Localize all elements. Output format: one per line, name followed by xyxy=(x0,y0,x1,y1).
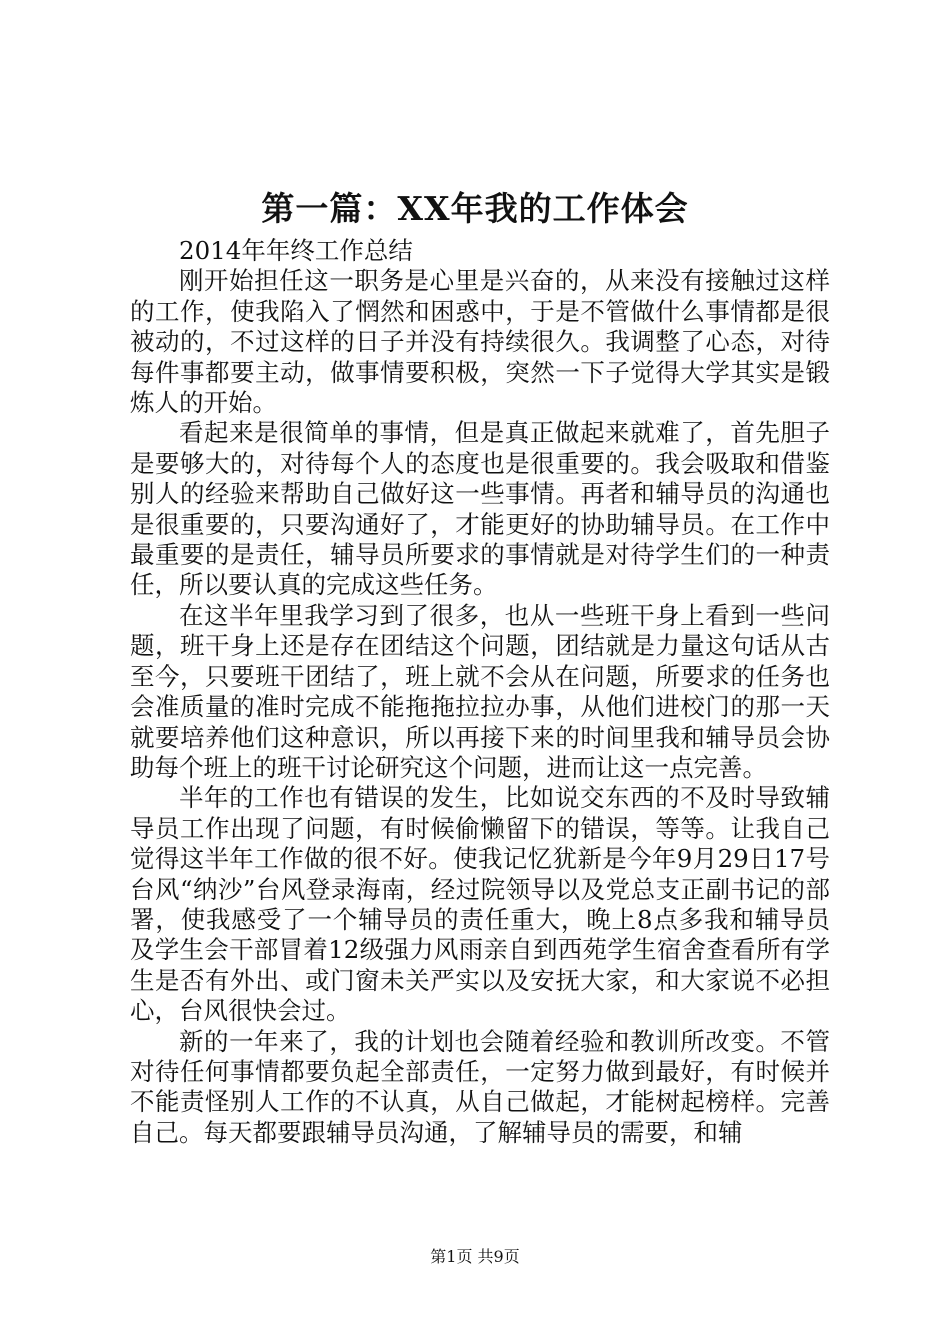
paragraph: 在这半年里我学习到了很多，也从一些班干身上看到一些问题，班干身上还是存在团结这个问题，团结就是力量这句话从古至今，只要班干团结了，班上就不会从在问题，所要求的任务也会准质量的准时完成不能拖拖拉拉办事，从他们进校门的那一天就要培养他们这种意识，所以再接下来的时间里我和辅导员会协助每个班上的班干讨论研究这个问题，进而让这一点完善。 xyxy=(130,600,830,782)
document-subtitle: 2014年年终工作总结 xyxy=(179,236,413,265)
paragraph: 新的一年来了，我的计划也会随着经验和教训所改变。不管对待任何事情都要负起全部责任，一定努力做到最好，有时候并不能责怪别人工作的不认真，从自己做起，才能树起榜样。完善自己。每天都要跟辅导员沟通，了解辅导员的需要，和辅 xyxy=(130,1026,830,1147)
document-body xyxy=(130,236,830,1148)
paragraph: 刚开始担任这一职务是心里是兴奋的，从来没有接触过这样的工作，使我陷入了惘然和困惑中，于是不管做什么事情都是很被动的，不过这样的日子并没有持续很久。我调整了心态，对待每件事都要主动，做事情要积极，突然一下子觉得大学其实是锻炼人的开始。 xyxy=(130,266,830,418)
page-footer: 第1页 共9页 xyxy=(430,1247,520,1266)
paragraph: 看起来是很简单的事情，但是真正做起来就难了，首先胆子是要够大的，对待每个人的态度也是很重要的。我会吸取和借鉴别人的经验来帮助自己做好这一些事情。再者和辅导员的沟通也是很重要的，只要沟通好了，才能更好的协助辅导员。在工作中最重要的是责任，辅导员所要求的事情就是对待学生们的一种责任，所以要认真的完成这些任务。 xyxy=(130,418,830,600)
document-title: 第一篇：XX年我的工作体会 xyxy=(261,189,689,228)
paragraph: 半年的工作也有错误的发生，比如说交东西的不及时导致辅导员工作出现了问题，有时候偷懒留下的错误，等等。让我自己觉得这半年工作做的很不好。使我记忆犹新是今年9月29日17号台风“纳沙”台风登录海南，经过院领导以及党总支正副书记的部署，使我感受了一个辅导员的责任重大，晚上8点多我和辅导员及学生会干部冒着12级强力风雨亲自到西苑学生宿舍查看所有学生是否有外出、或门窗未关严实以及安抚大家，和大家说不必担心，台风很快会过。 xyxy=(130,783,830,1026)
